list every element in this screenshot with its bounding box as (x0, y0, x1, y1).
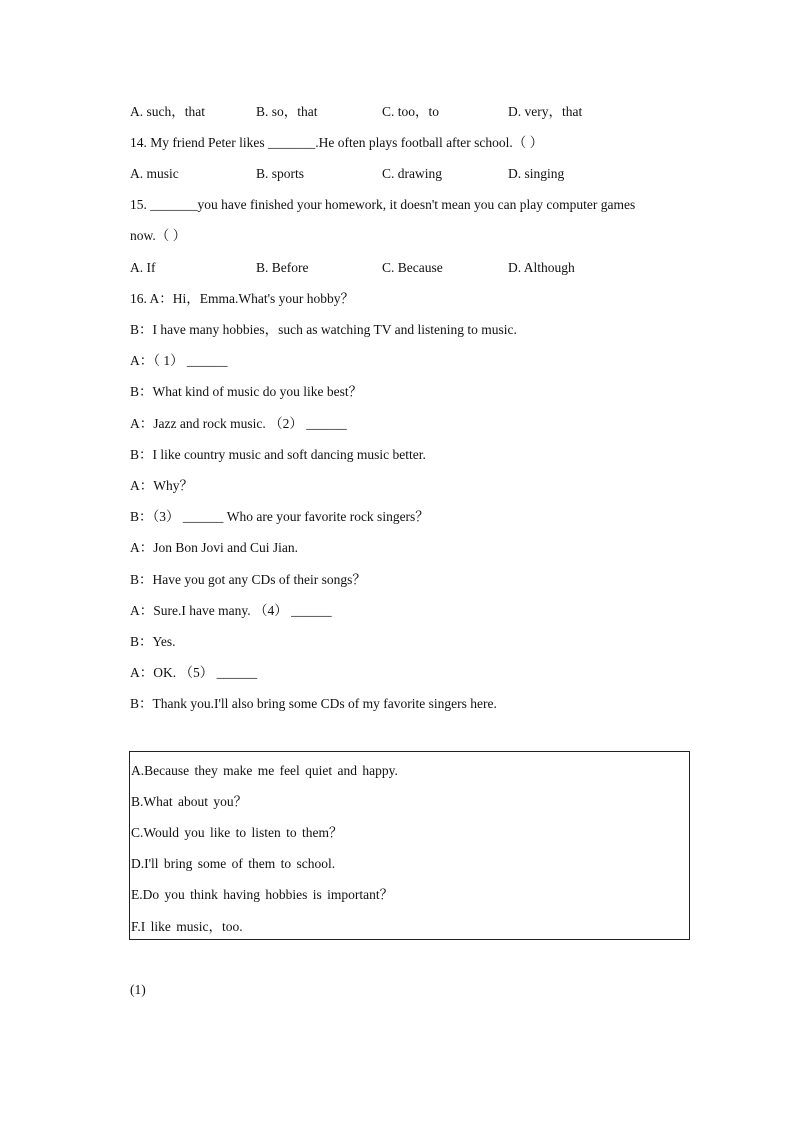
q13-option-b: B. so，that (256, 104, 318, 119)
q15-question-line2: now.（ ） (130, 228, 187, 243)
q14-option-d: D. singing (508, 166, 565, 181)
q14-option-b: B. sports (256, 166, 305, 181)
answer-label-1: (1) (130, 982, 146, 997)
dialogue-line: B：I like country music and soft dancing music better. (130, 447, 426, 462)
choice-d: D.I'll bring some of them to school. (131, 856, 336, 871)
q14-question: 14. My friend Peter likes _______.He often plays football after school.（ ） (130, 135, 544, 150)
dialogue-line: B：Have you got any CDs of their songs？ (130, 572, 366, 587)
q13-option-c: C. too，to (382, 104, 440, 119)
q15-question-line1: 15. _______you have finished your homework, it doesn't mean you can play computer games (130, 197, 636, 212)
q15-option-b: B. Before (256, 260, 309, 275)
dialogue-line: A：Sure.I have many. （4） ______ (130, 603, 332, 618)
choice-e: E.Do you think having hobbies is important？ (131, 887, 394, 902)
choice-f: F.I like music，too. (131, 919, 243, 934)
dialogue-line: B：Yes. (130, 634, 176, 649)
dialogue-line: A：Jazz and rock music. （2） ______ (130, 416, 347, 431)
dialogue-line: 16. A：Hi，Emma.What's your hobby？ (130, 291, 355, 306)
dialogue-line: A：OK. （5） ______ (130, 665, 258, 680)
dialogue-line: B：Thank you.I'll also bring some CDs of my favorite singers here. (130, 696, 497, 711)
dialogue-line: B：What kind of music do you like best？ (130, 384, 363, 399)
q14-option-c: C. drawing (382, 166, 442, 181)
q13-option-a: A. such，that (130, 104, 205, 119)
choice-b: B.What about you？ (131, 794, 248, 809)
q13-option-d: D. very，that (508, 104, 583, 119)
q14-option-a: A. music (130, 166, 179, 181)
choice-a: A.Because they make me feel quiet and happy. (131, 763, 398, 778)
choices-box (129, 751, 690, 940)
dialogue-line: A：Why？ (130, 478, 193, 493)
dialogue-line: A：Jon Bon Jovi and Cui Jian. (130, 540, 299, 555)
dialogue-line: A：（ 1） ______ (130, 353, 228, 368)
dialogue-line: B：（3） ______ Who are your favorite rock singers？ (130, 509, 429, 524)
q15-option-d: D. Although (508, 260, 575, 275)
q15-option-c: C. Because (382, 260, 443, 275)
choice-c: C.Would you like to listen to them？ (131, 825, 343, 840)
q15-option-a: A. If (130, 260, 156, 275)
dialogue-line: B：I have many hobbies，such as watching TV and listening to music. (130, 322, 517, 337)
